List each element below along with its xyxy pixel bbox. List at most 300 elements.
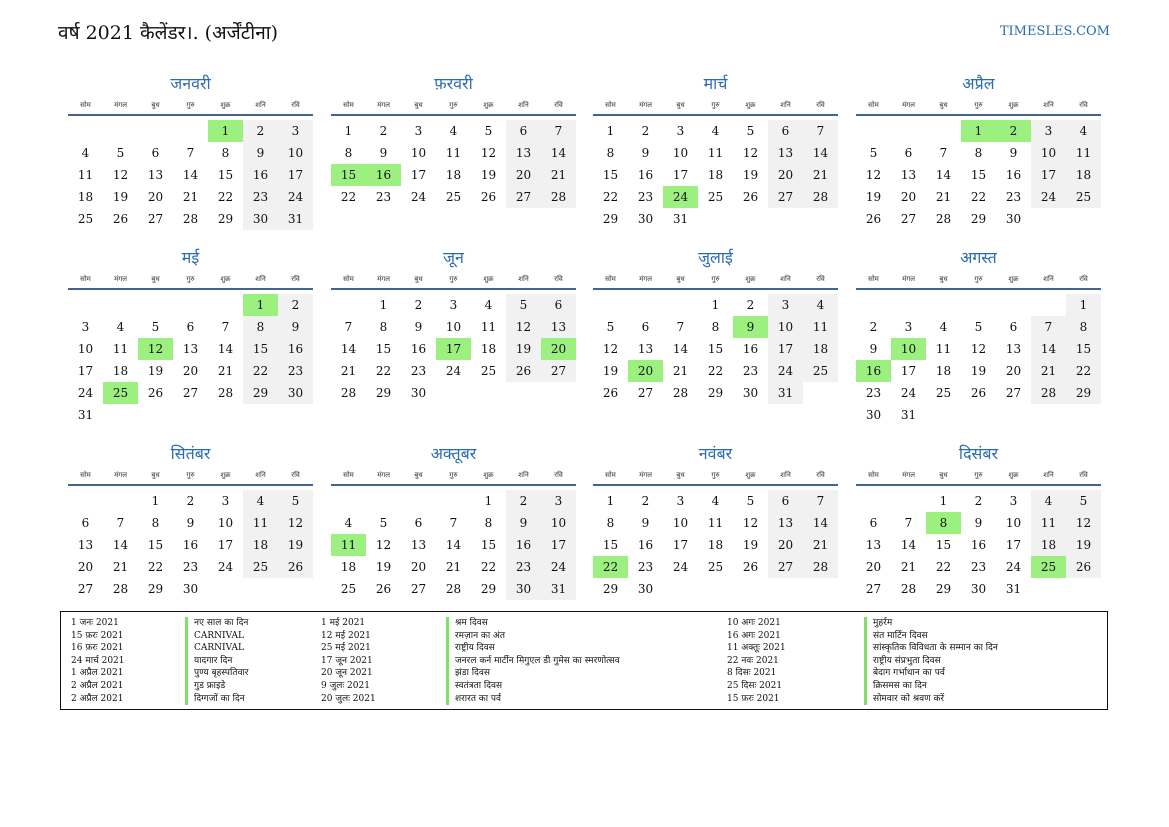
day-cell: 19: [480, 168, 497, 182]
day-cell: 21: [1031, 360, 1066, 382]
day-cell: 15: [707, 342, 724, 356]
legend-date: 20 जून 2021: [321, 668, 373, 679]
month-name: फ़रवरी: [434, 74, 473, 93]
day-cell: 3: [81, 320, 90, 334]
day-cell: 9: [869, 342, 878, 356]
day-cell: 16: [1005, 168, 1022, 182]
day-cell: 10: [278, 142, 313, 164]
day-cell: 18: [77, 190, 94, 204]
day-cell: 27: [768, 186, 803, 208]
day-cell: 6: [541, 294, 576, 316]
day-cell: 24: [1031, 186, 1066, 208]
weekday-label: रवि: [816, 275, 825, 283]
month-name: अगस्त: [960, 248, 997, 267]
day-cell: 31: [672, 212, 689, 226]
holiday-day-cell: 2: [996, 120, 1031, 142]
day-cell: 30: [278, 382, 313, 404]
day-cell: 10: [672, 516, 689, 530]
day-cell: 30: [637, 582, 654, 596]
day-cell: 29: [480, 582, 497, 596]
day-cell: 28: [672, 386, 689, 400]
legend-holiday-name: झंडा दिवस: [446, 667, 490, 680]
legend-date: 8 दिसः 2021: [727, 668, 777, 679]
day-cell: 22: [707, 364, 724, 378]
day-cell: 23: [970, 560, 987, 574]
day-cell: 30: [865, 408, 882, 422]
day-cell: 12: [970, 342, 987, 356]
day-cell: 31: [768, 382, 803, 404]
day-cell: 10: [410, 146, 427, 160]
legend-holiday-name: जनरल कर्न मार्टीन मिगुएल डी गुमेस का स्मरणोत्सव: [446, 655, 620, 668]
legend-holiday-name: यादगार दिन: [185, 655, 232, 668]
day-cell: 5: [974, 320, 983, 334]
day-cell: 13: [506, 142, 541, 164]
holiday-day-cell: 10: [891, 338, 926, 360]
weekday-header: [331, 468, 576, 482]
legend-date: 17 जून 2021: [321, 655, 373, 666]
day-cell: 11: [707, 146, 724, 160]
day-cell: 21: [541, 164, 576, 186]
day-cell: 26: [970, 386, 987, 400]
weekday-label: शनि: [518, 101, 529, 109]
day-cell: 2: [186, 494, 195, 508]
legend-holiday-name: संत मार्टिन दिवस: [864, 630, 928, 643]
legend-holiday-name: CARNIVAL: [185, 642, 244, 655]
weekday-label: गुरु: [974, 101, 983, 109]
legend-date: 15 फ़रः 2021: [71, 630, 124, 641]
day-cell: 23: [375, 190, 392, 204]
day-cell: 27: [147, 212, 164, 226]
day-cell: 20: [1005, 364, 1022, 378]
day-cell: 24: [900, 386, 917, 400]
weekday-label: बुध: [676, 471, 685, 479]
holiday-day-cell: 25: [1031, 556, 1066, 578]
day-cell: 28: [803, 186, 838, 208]
holiday-day-cell: 24: [663, 186, 698, 208]
day-cell: 3: [768, 294, 803, 316]
day-cell: 5: [869, 146, 878, 160]
day-cell: 14: [217, 342, 234, 356]
day-cell: 27: [182, 386, 199, 400]
day-cell: 7: [186, 146, 195, 160]
weekday-label: शुक्र: [220, 471, 231, 479]
day-cell: 28: [900, 582, 917, 596]
day-cell: 18: [445, 168, 462, 182]
day-cell: 12: [1066, 512, 1101, 534]
day-cell: 28: [340, 386, 357, 400]
day-cell: 4: [711, 494, 720, 508]
day-cell: 9: [641, 146, 650, 160]
day-cell: 2: [641, 124, 650, 138]
day-cell: 8: [243, 316, 278, 338]
legend-date: 2 अप्रैल 2021: [71, 693, 124, 704]
day-cell: 19: [506, 338, 541, 360]
day-cell: 3: [676, 124, 685, 138]
day-cell: 19: [742, 538, 759, 552]
weekday-label: रवि: [1079, 275, 1088, 283]
weekday-label: शनि: [518, 471, 529, 479]
weekday-label: रवि: [816, 471, 825, 479]
day-cell: 22: [217, 190, 234, 204]
day-cell: 6: [186, 320, 195, 334]
weekday-label: सोम: [80, 101, 91, 109]
day-cell: 6: [768, 490, 803, 512]
legend-date: 1 मई 2021: [321, 618, 366, 628]
day-cell: 23: [278, 360, 313, 382]
header-rule: [331, 484, 576, 486]
legend-holiday-name: क्रिसमस का दिन: [864, 680, 927, 693]
day-cell: 11: [243, 512, 278, 534]
weekday-label: सोम: [80, 275, 91, 283]
day-cell: 14: [803, 512, 838, 534]
day-cell: 23: [865, 386, 882, 400]
day-cell: 4: [1031, 490, 1066, 512]
day-cell: 5: [379, 516, 388, 530]
legend-date: 1 अप्रैल 2021: [71, 668, 124, 679]
day-cell: 15: [602, 538, 619, 552]
day-cell: 27: [541, 360, 576, 382]
day-cell: 14: [340, 342, 357, 356]
day-cell: 6: [768, 120, 803, 142]
day-cell: 2: [379, 124, 388, 138]
legend-holiday-name: शरारत का पर्व: [446, 693, 501, 706]
weekday-label: शुक्र: [220, 101, 231, 109]
day-cell: 7: [344, 320, 353, 334]
day-cell: 31: [77, 408, 94, 422]
day-cell: 17: [77, 364, 94, 378]
month-name: मार्च: [703, 74, 728, 93]
day-cell: 24: [410, 190, 427, 204]
day-cell: 27: [637, 386, 654, 400]
weekday-label: गुरु: [711, 275, 720, 283]
weekday-label: सोम: [868, 275, 879, 283]
weekday-label: बुध: [939, 275, 948, 283]
legend-date: 9 जुलः 2021: [321, 681, 370, 691]
holiday-day-cell: 8: [926, 512, 961, 534]
day-cell: 18: [935, 364, 952, 378]
day-cell: 21: [672, 364, 689, 378]
day-cell: 5: [151, 320, 160, 334]
day-cell: 11: [77, 168, 94, 182]
weekday-label: शुक्र: [745, 101, 756, 109]
legend-date: 1 जनः 2021: [71, 618, 119, 628]
day-cell: 23: [1005, 190, 1022, 204]
legend-date: 22 नवः 2021: [727, 655, 779, 666]
weekday-label: गुरु: [711, 101, 720, 109]
day-cell: 19: [375, 560, 392, 574]
header-rule: [856, 484, 1101, 486]
day-cell: 1: [151, 494, 160, 508]
day-cell: 5: [746, 494, 755, 508]
day-cell: 20: [410, 560, 427, 574]
weekday-label: रवि: [816, 101, 825, 109]
weekday-label: गुरु: [186, 471, 195, 479]
holiday-legend: [60, 611, 1108, 710]
page-title: वर्ष 2021 कैलेंडर।. (अर्जेंटीना): [58, 22, 279, 44]
day-cell: 1: [711, 298, 720, 312]
day-cell: 3: [676, 494, 685, 508]
day-cell: 17: [217, 538, 234, 552]
day-cell: 16: [637, 538, 654, 552]
day-cell: 23: [410, 364, 427, 378]
day-cell: 8: [974, 146, 983, 160]
weekday-label: गुरु: [186, 275, 195, 283]
day-cell: 13: [637, 342, 654, 356]
day-cell: 12: [480, 146, 497, 160]
month-name: अक्तूबर: [430, 444, 477, 463]
day-cell: 10: [77, 342, 94, 356]
day-cell: 12: [112, 168, 129, 182]
day-cell: 26: [147, 386, 164, 400]
day-cell: 5: [746, 124, 755, 138]
day-cell: 8: [344, 146, 353, 160]
weekday-label: बुध: [939, 101, 948, 109]
day-cell: 16: [410, 342, 427, 356]
day-cell: 8: [379, 320, 388, 334]
weekday-label: गुरु: [186, 101, 195, 109]
day-cell: 27: [506, 186, 541, 208]
day-cell: 24: [445, 364, 462, 378]
weekday-label: शनि: [780, 101, 791, 109]
day-cell: 19: [865, 190, 882, 204]
day-cell: 19: [112, 190, 129, 204]
day-cell: 11: [445, 146, 462, 160]
day-cell: 2: [869, 320, 878, 334]
day-cell: 2: [974, 494, 983, 508]
legend-holiday-name: दिग्गजों का दिन: [185, 693, 245, 706]
legend-date: 16 अगः 2021: [727, 630, 781, 641]
day-cell: 13: [410, 538, 427, 552]
day-cell: 7: [449, 516, 458, 530]
day-cell: 24: [672, 560, 689, 574]
day-cell: 28: [541, 186, 576, 208]
weekday-label: रवि: [554, 471, 563, 479]
day-cell: 17: [900, 364, 917, 378]
day-cell: 4: [803, 294, 838, 316]
day-cell: 14: [935, 168, 952, 182]
weekday-label: मंगल: [114, 101, 127, 109]
day-cell: 30: [506, 578, 541, 600]
day-cell: 8: [606, 146, 615, 160]
day-cell: 22: [340, 190, 357, 204]
weekday-label: शनि: [518, 275, 529, 283]
month-name: दिसंबर: [958, 444, 999, 463]
day-cell: 24: [541, 556, 576, 578]
day-cell: 31: [541, 578, 576, 600]
holiday-day-cell: 16: [856, 360, 891, 382]
weekday-label: सोम: [80, 471, 91, 479]
weekday-header: [856, 272, 1101, 286]
day-cell: 4: [81, 146, 90, 160]
weekday-label: बुध: [676, 101, 685, 109]
day-cell: 27: [410, 582, 427, 596]
legend-date: 15 फ़रः 2021: [727, 693, 780, 704]
day-cell: 28: [445, 582, 462, 596]
day-cell: 29: [935, 582, 952, 596]
holiday-day-cell: 9: [733, 316, 768, 338]
day-cell: 25: [243, 556, 278, 578]
day-cell: 3: [449, 298, 458, 312]
day-cell: 21: [803, 164, 838, 186]
site-link[interactable]: TIMESLES.COM: [999, 24, 1110, 39]
day-cell: 17: [672, 168, 689, 182]
weekday-label: मंगल: [377, 275, 390, 283]
header-rule: [68, 114, 313, 116]
day-cell: 19: [602, 364, 619, 378]
weekday-header: [856, 468, 1101, 482]
day-cell: 31: [900, 408, 917, 422]
day-cell: 13: [541, 316, 576, 338]
day-cell: 7: [676, 320, 685, 334]
legend-holiday-name: श्रम दिवस: [446, 617, 488, 630]
day-cell: 3: [414, 124, 423, 138]
day-cell: 8: [221, 146, 230, 160]
holiday-day-cell: 1: [208, 120, 243, 142]
weekday-label: मंगल: [639, 275, 652, 283]
weekday-label: मंगल: [902, 275, 915, 283]
day-cell: 25: [480, 364, 497, 378]
weekday-label: शुक्र: [220, 275, 231, 283]
day-cell: 9: [506, 512, 541, 534]
weekday-header: [68, 98, 313, 112]
day-cell: 24: [217, 560, 234, 574]
weekday-label: मंगल: [114, 471, 127, 479]
day-cell: 6: [81, 516, 90, 530]
day-cell: 3: [541, 490, 576, 512]
day-cell: 9: [641, 516, 650, 530]
day-cell: 14: [803, 142, 838, 164]
day-cell: 13: [865, 538, 882, 552]
day-cell: 6: [869, 516, 878, 530]
day-cell: 5: [278, 490, 313, 512]
day-cell: 19: [1066, 534, 1101, 556]
header-rule: [593, 288, 838, 290]
header-rule: [856, 288, 1101, 290]
legend-holiday-name: मुहर्रम: [864, 617, 892, 630]
weekday-label: शुक्र: [745, 275, 756, 283]
weekday-header: [593, 272, 838, 286]
day-cell: 16: [243, 164, 278, 186]
day-cell: 21: [340, 364, 357, 378]
day-cell: 9: [1009, 146, 1018, 160]
day-cell: 15: [970, 168, 987, 182]
weekday-label: रवि: [1079, 471, 1088, 479]
day-cell: 6: [904, 146, 913, 160]
weekday-label: सोम: [343, 275, 354, 283]
weekday-label: रवि: [291, 101, 300, 109]
day-cell: 1: [379, 298, 388, 312]
day-cell: 26: [506, 360, 541, 382]
day-cell: 14: [672, 342, 689, 356]
day-cell: 1: [606, 494, 615, 508]
weekday-label: शनि: [1043, 471, 1054, 479]
day-cell: 25: [707, 190, 724, 204]
day-cell: 11: [1031, 512, 1066, 534]
day-cell: 17: [541, 534, 576, 556]
weekday-label: शुक्र: [483, 101, 494, 109]
day-cell: 19: [147, 364, 164, 378]
day-cell: 24: [1005, 560, 1022, 574]
weekday-label: मंगल: [377, 101, 390, 109]
weekday-label: शुक्र: [1008, 275, 1019, 283]
weekday-label: शुक्र: [1008, 101, 1019, 109]
weekday-label: सोम: [868, 101, 879, 109]
day-cell: 18: [1066, 164, 1101, 186]
weekday-label: रवि: [1079, 101, 1088, 109]
day-cell: 7: [939, 146, 948, 160]
day-cell: 4: [1066, 120, 1101, 142]
day-cell: 27: [77, 582, 94, 596]
day-cell: 4: [484, 298, 493, 312]
day-cell: 25: [340, 582, 357, 596]
day-cell: 10: [672, 146, 689, 160]
day-cell: 9: [379, 146, 388, 160]
legend-holiday-name: बेदाग गर्भाधान का पर्व: [864, 667, 945, 680]
weekday-label: मंगल: [114, 275, 127, 283]
day-cell: 4: [711, 124, 720, 138]
header-rule: [593, 484, 838, 486]
weekday-label: बुध: [414, 471, 423, 479]
weekday-label: सोम: [605, 275, 616, 283]
weekday-label: गुरु: [974, 275, 983, 283]
day-cell: 18: [112, 364, 129, 378]
weekday-label: शनि: [1043, 101, 1054, 109]
day-cell: 15: [243, 338, 278, 360]
day-cell: 15: [602, 168, 619, 182]
day-cell: 27: [1005, 386, 1022, 400]
day-cell: 20: [506, 164, 541, 186]
day-cell: 29: [243, 382, 278, 404]
day-cell: 15: [935, 538, 952, 552]
weekday-label: सोम: [343, 101, 354, 109]
day-cell: 23: [182, 560, 199, 574]
day-cell: 25: [803, 360, 838, 382]
weekday-label: सोम: [868, 471, 879, 479]
day-cell: 31: [1005, 582, 1022, 596]
day-cell: 24: [77, 386, 94, 400]
day-cell: 6: [151, 146, 160, 160]
weekday-label: बुध: [414, 101, 423, 109]
weekday-label: रवि: [291, 471, 300, 479]
day-cell: 18: [340, 560, 357, 574]
header-rule: [856, 114, 1101, 116]
holiday-day-cell: 11: [331, 534, 366, 556]
day-cell: 3: [221, 494, 230, 508]
day-cell: 7: [116, 516, 125, 530]
day-cell: 25: [1066, 186, 1101, 208]
day-cell: 3: [1009, 494, 1018, 508]
day-cell: 8: [1066, 316, 1101, 338]
day-cell: 17: [410, 168, 427, 182]
legend-holiday-name: राष्ट्रीय दिवस: [446, 642, 495, 655]
day-cell: 14: [541, 142, 576, 164]
weekday-header: [593, 468, 838, 482]
day-cell: 14: [1031, 338, 1066, 360]
legend-date: 16 फ़रः 2021: [71, 643, 124, 654]
day-cell: 28: [1031, 382, 1066, 404]
day-cell: 18: [480, 342, 497, 356]
holiday-day-cell: 12: [138, 338, 173, 360]
weekday-label: गुरु: [974, 471, 983, 479]
month-name: नवंबर: [698, 444, 733, 463]
day-cell: 18: [707, 168, 724, 182]
day-cell: 8: [484, 516, 493, 530]
header-rule: [68, 484, 313, 486]
holiday-day-cell: 16: [366, 164, 401, 186]
day-cell: 20: [77, 560, 94, 574]
day-cell: 1: [1066, 294, 1101, 316]
day-cell: 4: [344, 516, 353, 530]
